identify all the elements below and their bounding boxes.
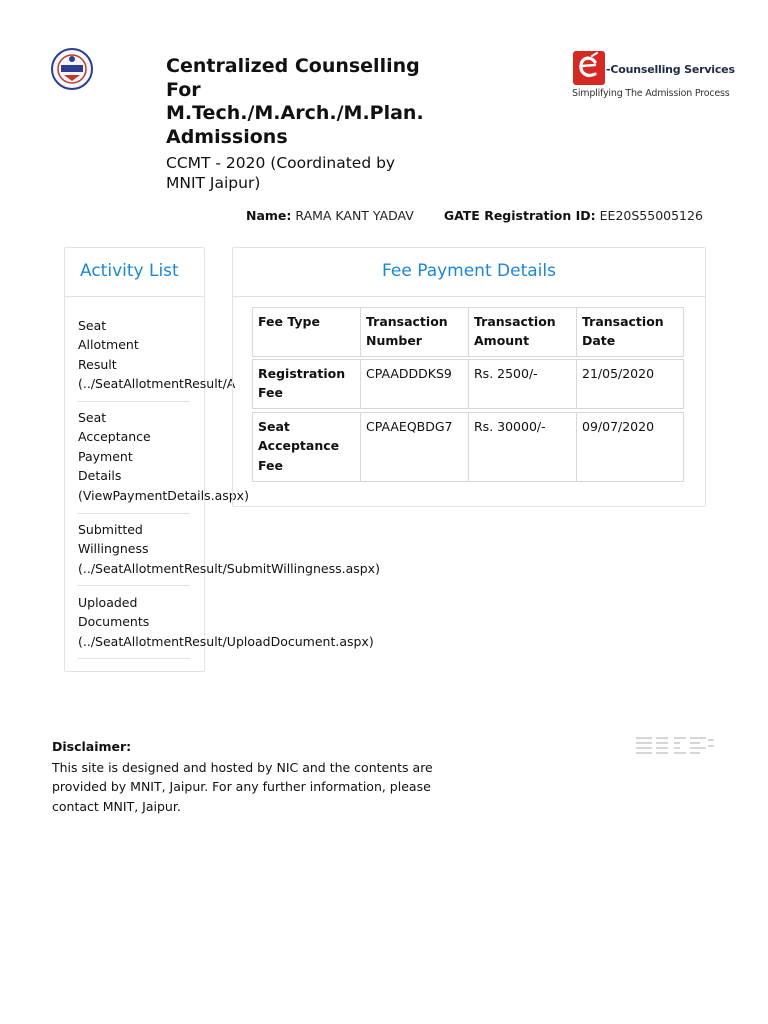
institute-emblem-icon — [50, 47, 94, 91]
cell-transaction-amount: Rs. 30000/- — [469, 413, 577, 481]
cell-transaction-date: 09/07/2020 — [582, 419, 655, 434]
cell-transaction-number: CPAAEQBDG7 — [361, 413, 469, 481]
gate-label: GATE Registration ID: — [443, 208, 596, 223]
subtitle-line: MNIT Jaipur) — [166, 173, 261, 192]
page-subtitle — [166, 154, 426, 193]
subtitle-line: CCMT - 2020 (Coordinated by — [166, 154, 396, 172]
table-row — [252, 412, 684, 482]
cell-transaction-date: 21/05/2020 — [582, 366, 655, 381]
fee-payment-title: Fee Payment Details — [382, 261, 556, 281]
disclaimer-title: Disclaimer: — [52, 739, 132, 754]
header-transaction-amount: Transaction Amount — [469, 308, 577, 356]
header-fee-type: Fee Type — [253, 308, 361, 356]
brand-name: -Counselling Services — [606, 63, 735, 76]
activity-item-willingness[interactable]: Submitted Willingness (../SeatAllotmentResult/SubmitWillingness.aspx) — [78, 520, 190, 586]
gate-value: EE20S55005126 — [599, 208, 703, 223]
activity-list-title: Activity List — [80, 261, 179, 281]
cell-fee-type: Seat Acceptance Fee — [253, 413, 361, 481]
activity-item-documents[interactable]: Uploaded Documents (../SeatAllotmentResult/UploadDocument.aspx) — [78, 593, 190, 659]
title-line: For — [166, 78, 201, 101]
brand-logo — [573, 51, 743, 101]
activity-item-seat-allotment[interactable]: Seat Allotment Result (../SeatAllotmentResult/A — [78, 316, 190, 402]
e-logo-icon — [573, 51, 605, 85]
name-label: Name: — [246, 208, 292, 223]
page-title — [166, 55, 436, 149]
cell-transaction-number: CPAADDDKS9 — [361, 360, 469, 408]
cell-transaction-amount: Rs. 2500/- — [469, 360, 577, 408]
cell-fee-type: Registration Fee — [253, 360, 361, 408]
disclaimer-text: This site is designed and hosted by NIC and the contents are provided by MNIT, Jaipur. For any further information, please contact MNIT, Jaipur. — [52, 760, 433, 814]
user-info — [246, 208, 703, 223]
title-line: Admissions — [166, 125, 288, 148]
table-header-row — [252, 307, 684, 357]
header-transaction-date: Transaction Date — [582, 314, 664, 349]
header-transaction-number: Transaction Number — [361, 308, 469, 356]
table-row — [252, 359, 684, 409]
name-value: RAMA KANT YADAV — [295, 208, 414, 223]
brand-tagline: Simplifying The Admission Process — [572, 88, 730, 99]
activity-item-payment-details[interactable]: Seat Acceptance Payment Details (ViewPaymentDetails.aspx) — [78, 408, 190, 514]
title-line: Centralized Counselling — [166, 55, 420, 77]
nic-logo-icon — [634, 734, 716, 760]
title-line: M.Tech./M.Arch./M.Plan. — [166, 102, 424, 124]
